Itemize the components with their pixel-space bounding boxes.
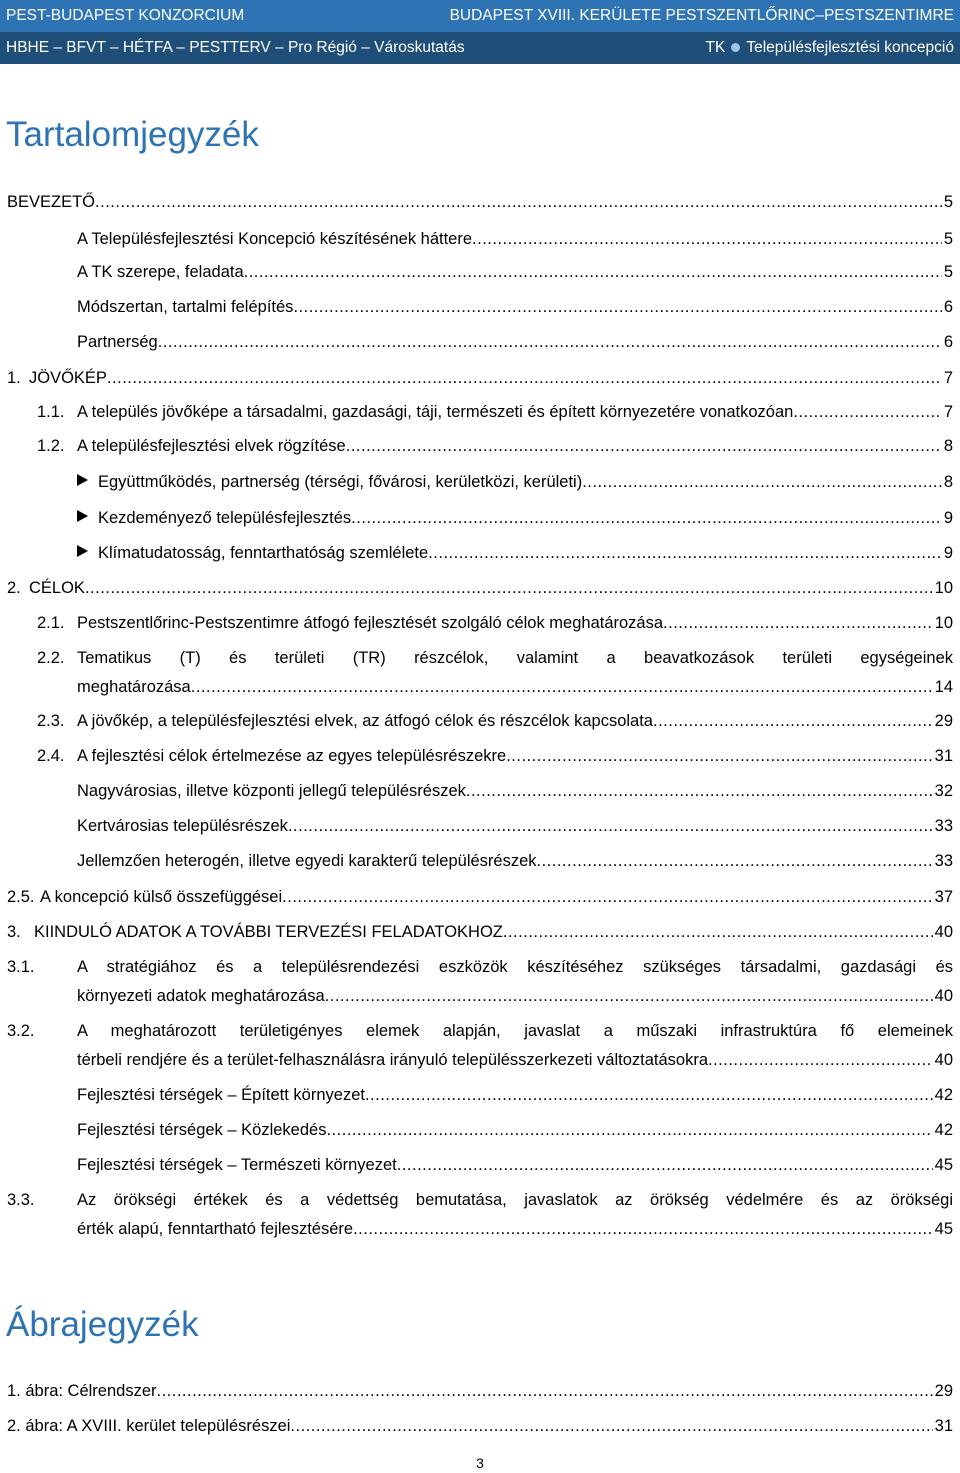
leader-dots <box>503 917 933 947</box>
leader-dots <box>537 846 933 876</box>
toc-entry[interactable] <box>37 741 953 771</box>
toc-entry-line2[interactable] <box>77 1045 953 1075</box>
toc-entry-celok[interactable] <box>7 573 953 603</box>
toc-page: 8 <box>943 437 953 455</box>
toc-entry-text: Tematikus (T) és területi (TR) részcélok, valamint a beavatkozások területi egységeinek <box>77 649 953 667</box>
toc-entry-text: érték alapú, fenntartható fejlesztésére <box>77 1220 354 1238</box>
toc-entry[interactable] <box>77 292 953 322</box>
leader-dots <box>653 706 933 736</box>
toc-page: 31 <box>934 747 953 765</box>
leader-dots <box>472 224 942 254</box>
bullet-dot-icon <box>731 43 740 52</box>
toc-entry[interactable] <box>77 257 953 287</box>
leader-dots <box>346 431 942 461</box>
leader-dots <box>191 672 933 702</box>
toc-entry-text: A meghatározott területigényes elemek alapján, javaslat a műszaki infrastruktúra fő elemeinek <box>77 1022 953 1040</box>
toc-entry-text: A fejlesztési célok értelmezése az egyes településrészekre <box>77 747 507 765</box>
figures-title: Ábrajegyzék <box>6 1305 199 1344</box>
toc-entry-text: A koncepció külső összefüggései <box>40 888 283 906</box>
toc-entry-text: Pestszentlőrinc-Pestszentimre átfogó fejlesztését szolgáló célok meghatározása <box>77 614 664 632</box>
toc-number: 3.3. <box>7 1191 35 1209</box>
leader-dots <box>293 292 941 322</box>
toc-entry-line2[interactable] <box>77 981 953 1011</box>
triangle-bullet-icon <box>77 510 88 522</box>
leader-dots <box>107 363 942 393</box>
toc-entry-line1[interactable] <box>7 1016 953 1046</box>
consortium-name: PEST-BUDAPEST KONZORCIUM <box>6 7 245 24</box>
toc-entry-text: A településfejlesztési elvek rögzítése <box>77 437 346 455</box>
toc-entry[interactable] <box>77 1115 953 1145</box>
toc-page: 5 <box>943 230 953 248</box>
toc-entry[interactable] <box>77 224 953 254</box>
toc-entry-line1[interactable] <box>7 952 953 982</box>
toc-entry-text: térbeli rendjére és a terület-felhasználásra irányuló településszerkezeti változtatásokra <box>77 1051 708 1069</box>
toc-entry-kiindulo[interactable] <box>7 917 953 947</box>
toc-entry-text: meghatározása <box>77 678 191 696</box>
toc-entry-text: A Településfejlesztési Koncepció készítésének háttere <box>77 230 473 248</box>
toc-entry-text: Nagyvárosias, illetve központi jellegű településrészek <box>77 782 466 800</box>
toc-entry[interactable] <box>77 811 953 841</box>
toc-number: 2.1. <box>37 614 65 632</box>
figure-entry[interactable] <box>7 1376 953 1406</box>
toc-page: 9 <box>943 544 953 562</box>
toc-number: 1.2. <box>37 437 65 455</box>
toc-entry-text: Kertvárosias településrészek <box>77 817 288 835</box>
toc-entry-text: Együttműködés, partnerség (térségi, fővárosi, kerületközi, kerületi) <box>98 473 583 491</box>
toc-entry[interactable] <box>37 397 953 427</box>
toc-page: 6 <box>943 333 953 351</box>
leader-dots <box>158 327 942 357</box>
toc-entry-text: KIINDULÓ ADATOK A TOVÁBBI TERVEZÉSI FELADATOKHOZ <box>34 923 503 941</box>
toc-entry-text: A stratégiához és a településrendezési eszközök készítéséhez szükséges társadalmi, gazdasági és <box>77 958 953 976</box>
triangle-bullet-icon <box>77 545 88 557</box>
toc-page: 7 <box>943 369 953 387</box>
leader-dots <box>95 187 942 217</box>
toc-page: 32 <box>934 782 953 800</box>
leader-dots <box>85 573 933 603</box>
page-number: 3 <box>476 1455 484 1471</box>
leader-dots <box>288 811 933 841</box>
figure-page: 31 <box>934 1417 953 1435</box>
toc-entry-line1[interactable] <box>37 643 953 673</box>
leader-dots <box>244 257 942 287</box>
toc-page: 10 <box>934 579 953 597</box>
toc-entry[interactable] <box>77 467 953 497</box>
toc-number: 3. <box>7 923 21 941</box>
toc-page: 40 <box>934 923 953 941</box>
leader-dots <box>290 1411 932 1441</box>
figure-page: 29 <box>934 1382 953 1400</box>
toc-entry-text: JÖVŐKÉP <box>29 369 107 387</box>
toc-entry[interactable] <box>77 503 953 533</box>
toc-entry-jovokep[interactable] <box>7 363 953 393</box>
toc-entry-text: Fejlesztési térségek – Természeti környezet <box>77 1156 397 1174</box>
toc-number: 3.1. <box>7 958 35 976</box>
toc-page: 6 <box>943 298 953 316</box>
toc-number: 2.4. <box>37 747 65 765</box>
toc-number: 2.3. <box>37 712 65 730</box>
toc-entry-text: Az örökségi értékek és a védettség bemutatása, javaslatok az örökség védelmére és az örökségi <box>77 1191 953 1209</box>
toc-page: 42 <box>934 1086 953 1104</box>
doc-title: Településfejlesztési koncepció <box>746 39 954 56</box>
toc-entry[interactable] <box>7 882 953 912</box>
toc-number: 3.2. <box>7 1022 35 1040</box>
toc-entry[interactable] <box>77 327 953 357</box>
toc-entry[interactable] <box>37 608 953 638</box>
toc-number: 1. <box>7 369 21 387</box>
doc-abbrev: TK <box>705 39 726 56</box>
leader-dots <box>325 981 933 1011</box>
toc-title: Tartalomjegyzék <box>6 115 259 154</box>
toc-entry-line2[interactable] <box>77 672 953 702</box>
leader-dots <box>282 882 932 912</box>
toc-entry[interactable] <box>77 846 953 876</box>
toc-entry-text: Fejlesztési térségek – Közlekedés <box>77 1121 327 1139</box>
toc-number: 2. <box>7 579 21 597</box>
leader-dots <box>708 1045 933 1075</box>
header-bar-top <box>0 0 960 32</box>
toc-entry-bevezeto[interactable] <box>7 187 953 217</box>
toc-page: 5 <box>943 263 953 281</box>
toc-page: 33 <box>934 852 953 870</box>
district-name: BUDAPEST XVIII. KERÜLETE PESTSZENTLŐRINC–PESTSZENTIMRE <box>449 7 954 24</box>
toc-entry[interactable] <box>37 706 953 736</box>
leader-dots <box>353 1214 933 1244</box>
figure-entry-text: 1. ábra: Célrendszer <box>7 1382 157 1400</box>
figure-entry[interactable] <box>7 1411 953 1441</box>
toc-entry[interactable] <box>77 1080 953 1110</box>
leader-dots <box>326 1115 932 1145</box>
header-bar-bottom <box>0 32 960 64</box>
toc-entry-line2[interactable] <box>77 1214 953 1244</box>
triangle-bullet-icon <box>77 474 88 486</box>
toc-entry-line1[interactable] <box>7 1185 953 1215</box>
partners-list: HBHE – BFVT – HÉTFA – PESTTERV – Pro Régió – Városkutatás <box>6 39 465 56</box>
toc-page: 29 <box>934 712 953 730</box>
toc-page: 40 <box>934 1051 953 1069</box>
leader-dots <box>582 467 942 497</box>
toc-entry-text: CÉLOK <box>29 579 85 597</box>
leader-dots <box>428 538 942 568</box>
toc-entry-text: Módszertan, tartalmi felépítés <box>77 298 294 316</box>
toc-page: 45 <box>934 1220 953 1238</box>
leader-dots <box>397 1150 933 1180</box>
toc-entry-text: környezeti adatok meghatározása <box>77 987 325 1005</box>
toc-page: 40 <box>934 987 953 1005</box>
toc-entry-text: A TK szerepe, feladata <box>77 263 244 281</box>
toc-entry-text: Jellemzően heterogén, illetve egyedi karakterű településrészek <box>77 852 537 870</box>
toc-page: 37 <box>934 888 953 906</box>
leader-dots <box>793 397 941 427</box>
toc-page: 14 <box>934 678 953 696</box>
toc-page: 33 <box>934 817 953 835</box>
toc-page: 5 <box>943 193 953 211</box>
toc-number: 1.1. <box>37 403 65 421</box>
toc-page: 8 <box>943 473 953 491</box>
toc-number: 2.2. <box>37 649 65 667</box>
leader-dots <box>351 503 942 533</box>
leader-dots <box>157 1376 933 1406</box>
toc-entry-text: A jövőkép, a településfejlesztési elvek, az átfogó célok és részcélok kapcsolata <box>77 712 653 730</box>
toc-entry[interactable] <box>37 431 953 461</box>
leader-dots <box>466 776 933 806</box>
toc-entry-text: Kezdeményező településfejlesztés <box>98 509 352 527</box>
toc-entry-text: Fejlesztési térségek – Épített környezet <box>77 1086 365 1104</box>
toc-page: 10 <box>934 614 953 632</box>
toc-entry-text: Klímatudatosság, fenntarthatóság szemlélete <box>98 544 429 562</box>
toc-number: 2.5. <box>7 888 35 906</box>
toc-entry-text: Partnerség <box>77 333 158 351</box>
toc-page: 9 <box>943 509 953 527</box>
leader-dots <box>663 608 933 638</box>
toc-entry-text: BEVEZETŐ <box>7 193 96 211</box>
toc-entry[interactable] <box>77 776 953 806</box>
figure-entry-text: 2. ábra: A XVIII. kerület településrészei <box>7 1417 291 1435</box>
toc-entry-text: A település jövőképe a társadalmi, gazdasági, táji, természeti és épített környezetére vonatkozóan <box>77 403 794 421</box>
toc-page: 7 <box>943 403 953 421</box>
document-type <box>706 32 954 64</box>
toc-page: 42 <box>934 1121 953 1139</box>
toc-page: 45 <box>934 1156 953 1174</box>
toc-entry[interactable] <box>77 538 953 568</box>
leader-dots <box>506 741 932 771</box>
toc-entry[interactable] <box>77 1150 953 1180</box>
leader-dots <box>365 1080 933 1110</box>
